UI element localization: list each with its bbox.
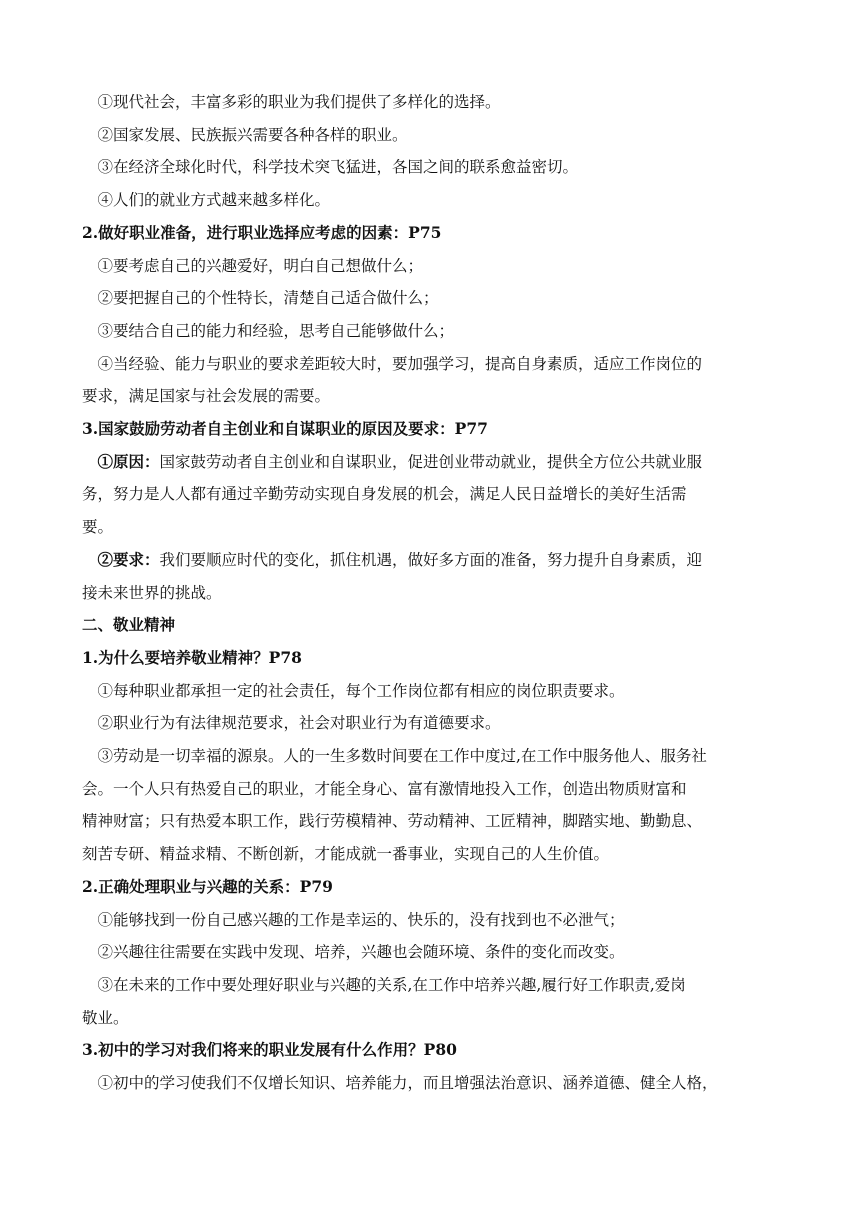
section-heading: 二、敬业精神 <box>82 615 176 635</box>
reason-item <box>82 446 780 479</box>
question-heading: 3.初中的学习对我们将来的职业发展有什么作用？P80 <box>82 1040 457 1060</box>
list-item-continuation: 敬业。 <box>82 1008 129 1027</box>
list-item: ①初中的学习使我们不仅增长知识、培养能力，而且增强法治意识、涵养道德、健全人格， <box>97 1074 718 1093</box>
list-item: ②兴趣往往需要在实践中发现、培养，兴趣也会随环境、条件的变化而改变。 <box>97 943 625 962</box>
list-item: ④当经验、能力与职业的要求差距较大时，要加强学习，提高自身素质，适应工作岗位的 <box>97 354 703 373</box>
question-heading: 2.正确处理职业与兴趣的关系：P79 <box>82 876 333 896</box>
reason-label: ①原因： <box>97 451 160 471</box>
list-item: ②要把握自己的个性特长，清楚自己适合做什么； <box>97 289 439 308</box>
list-item: ③在未来的工作中要处理好职业与兴趣的关系,在工作中培养兴趣,履行好工作职责,爱岗 <box>97 975 686 994</box>
question-heading: 2.做好职业准备，进行职业选择应考虑的因素：P75 <box>82 222 442 242</box>
requirement-text: 我们要顺应时代的变化，抓住机遇，做好多方面的准备，努力提升自身素质，迎 <box>159 550 703 569</box>
list-item: ③在经济全球化时代，科学技术突飞猛进，各国之间的联系愈益密切。 <box>97 158 579 177</box>
list-item: ②职业行为有法律规范要求，社会对职业行为有道德要求。 <box>97 714 501 733</box>
requirement-label: ②要求： <box>97 549 160 569</box>
list-item: ③要结合自己的能力和经验，思考自己能够做什么； <box>97 321 455 340</box>
question-heading: 3.国家鼓励劳动者自主创业和自谋职业的原因及要求：P77 <box>82 419 488 439</box>
list-item-continuation: 要求，满足国家与社会发展的需要。 <box>82 387 331 406</box>
list-item: ③劳动是一切幸福的源泉。人的一生多数时间要在工作中度过,在工作中服务他人、服务社 <box>97 747 707 766</box>
list-item: ①能够找到一份自己感兴趣的工作是幸运的、快乐的，没有找到也不必泄气； <box>97 910 625 929</box>
list-item-continuation: 要。 <box>82 518 114 537</box>
list-item: ④人们的就业方式越来越多样化。 <box>97 191 331 210</box>
list-item: ①每种职业都承担一定的社会责任，每个工作岗位都有相应的岗位职责要求。 <box>97 681 625 700</box>
list-item-continuation: 会。一个人只有热爱自己的职业，才能全身心、富有激情地投入工作，创造出物质财富和 <box>82 779 687 798</box>
list-item-continuation: 刻苦专研、精益求精、不断创新，才能成就一番事业，实现自己的人生价值。 <box>82 845 610 864</box>
list-item: ②国家发展、民族振兴需要各种各样的职业。 <box>97 125 408 144</box>
list-item: ①现代社会，丰富多彩的职业为我们提供了多样化的选择。 <box>97 93 501 111</box>
list-item-continuation: 务，努力是人人都有通过辛勤劳动实现自身发展的机会，满足人民日益增长的美好生活需 <box>82 485 687 504</box>
requirement-item <box>82 544 780 577</box>
question-heading: 1.为什么要培养敬业精神？P78 <box>82 647 302 667</box>
list-item-continuation: 接未来世界的挑战。 <box>82 583 222 602</box>
list-item: ①要考虑自己的兴趣爱好，明白自己想做什么； <box>97 256 424 275</box>
list-item-continuation: 精神财富；只有热爱本职工作，践行劳模精神、劳动精神、工匠精神，脚踏实地、勤勤息、 <box>82 812 703 831</box>
reason-text: 国家鼓劳动者自主创业和自谋职业，促进创业带动就业，提供全方位公共就业服 <box>159 452 703 471</box>
